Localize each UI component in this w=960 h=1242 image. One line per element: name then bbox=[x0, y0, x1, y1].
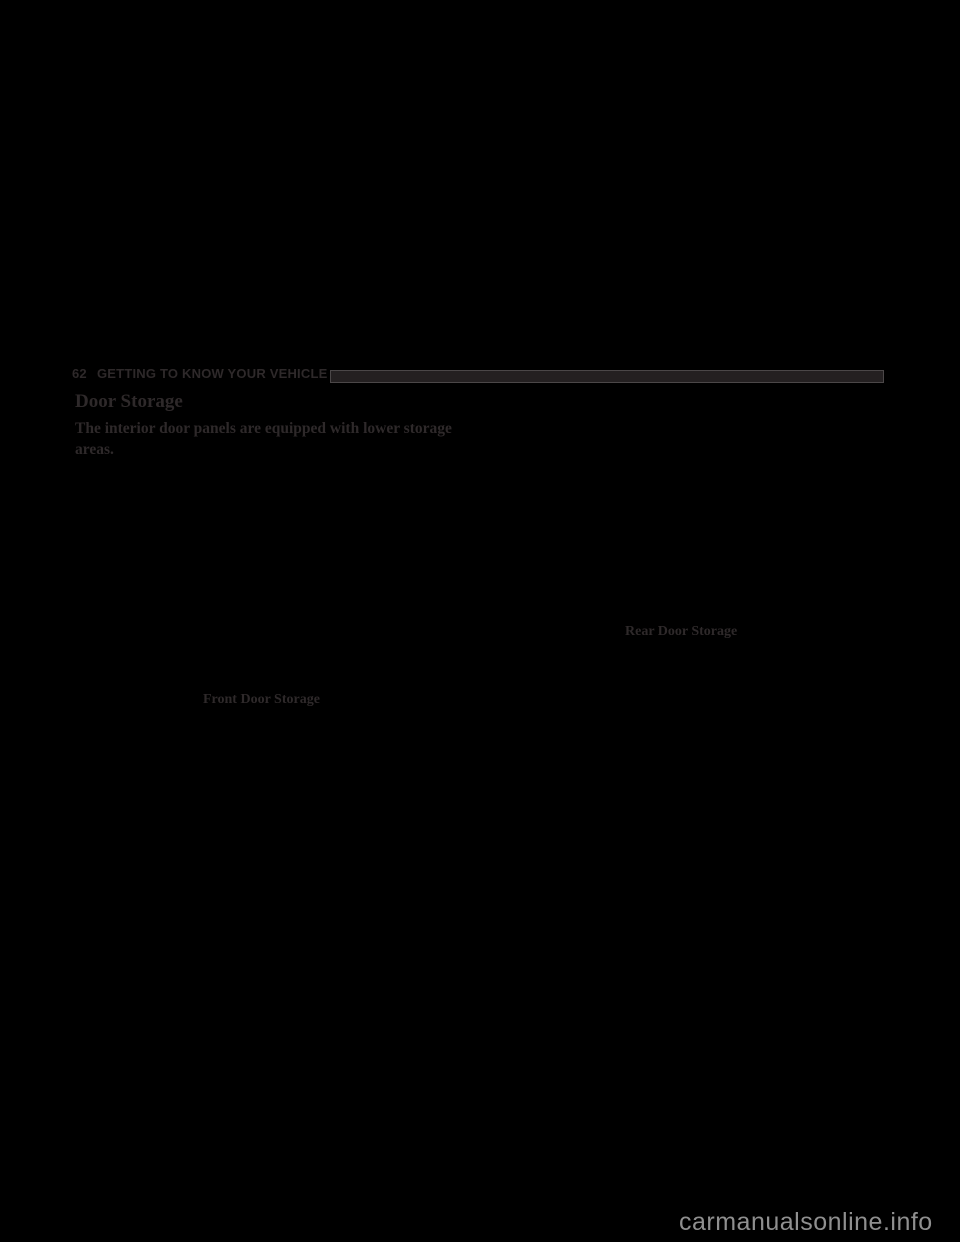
page-number: 62 bbox=[72, 366, 87, 381]
article-heading: Door Storage bbox=[75, 391, 183, 412]
header-rule-bar bbox=[330, 370, 884, 383]
figure-caption-front-door-storage: Front Door Storage bbox=[203, 692, 320, 707]
watermark: carmanualsonline.info bbox=[679, 1208, 933, 1236]
section-title: GETTING TO KNOW YOUR VEHICLE bbox=[97, 366, 328, 381]
article-body-paragraph: The interior door panels are equipped with lower storage areas. bbox=[75, 420, 452, 458]
figure-caption-rear-door-storage: Rear Door Storage bbox=[625, 624, 738, 639]
